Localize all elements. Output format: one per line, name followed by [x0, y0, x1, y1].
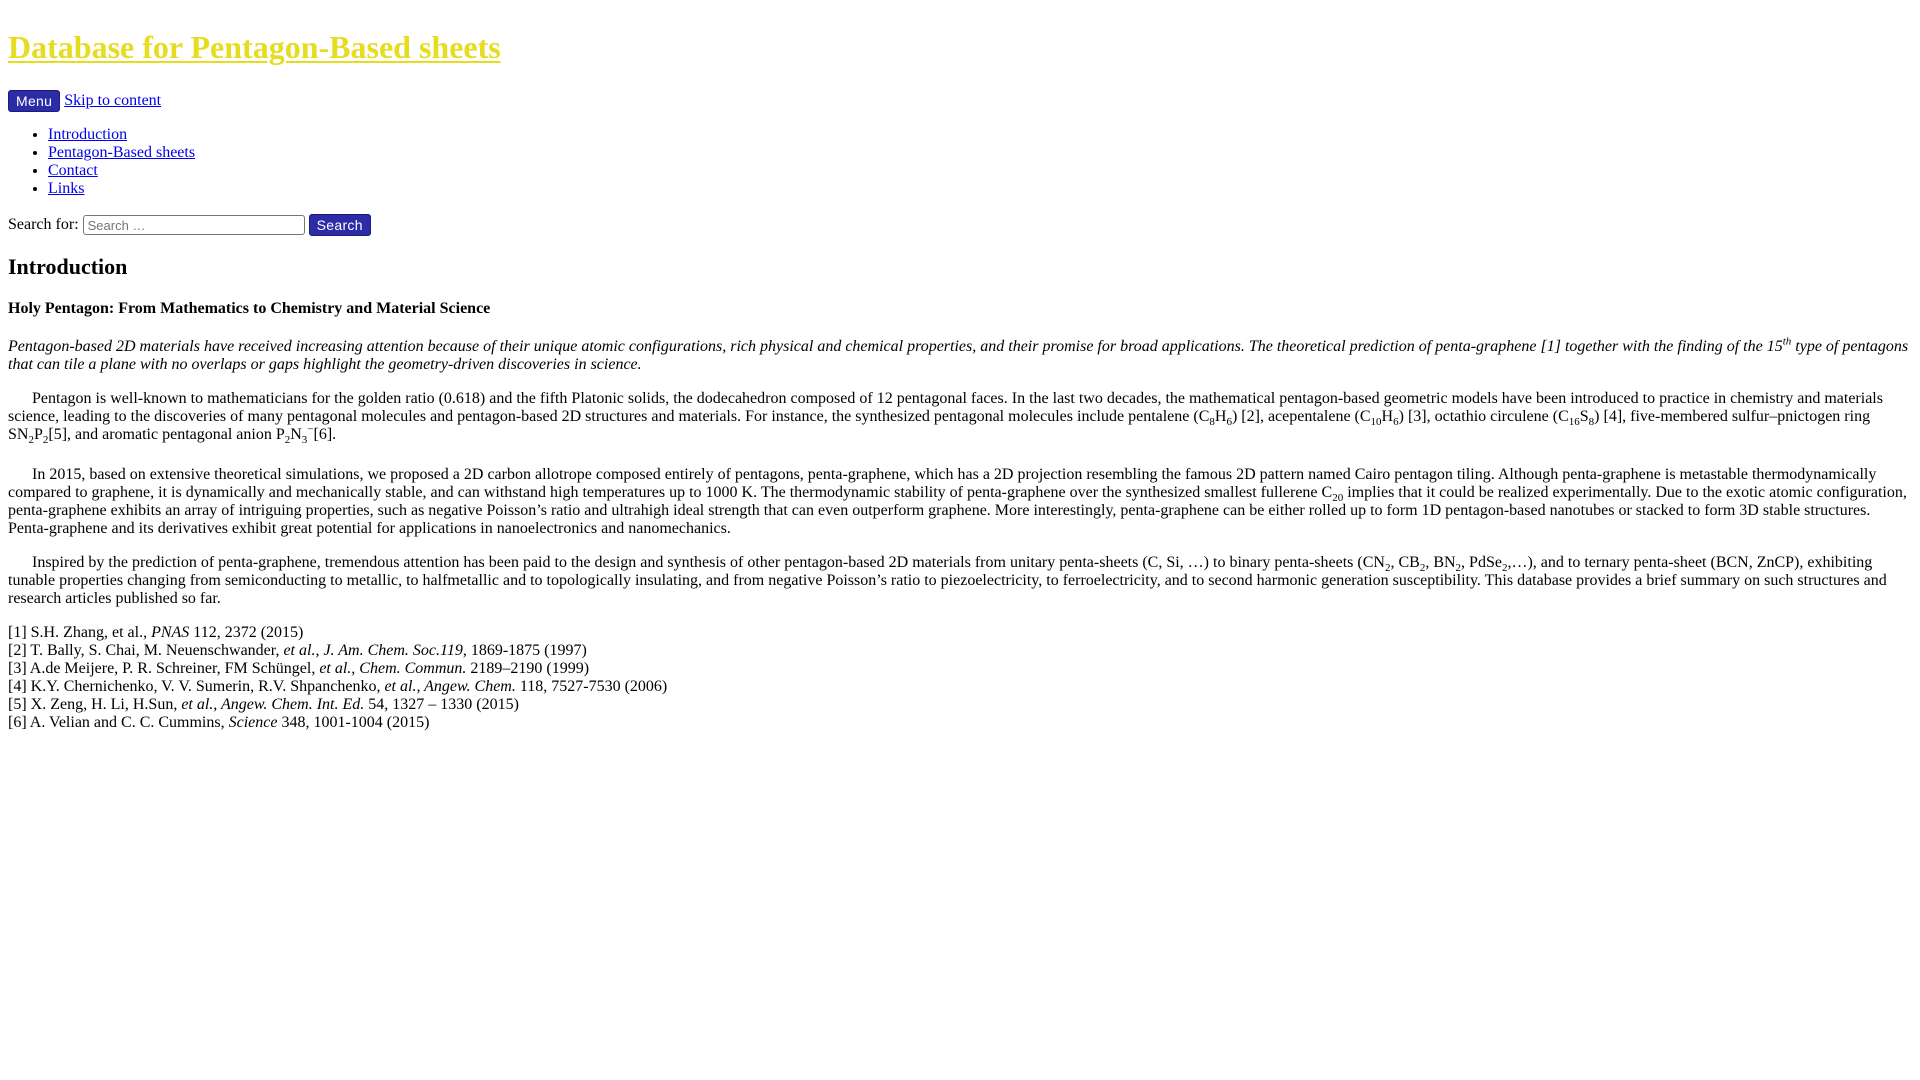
reference-authors: [2] T. Bally, S. Chai, M. Neuenschwander, — [8, 641, 284, 659]
search-form — [8, 214, 1912, 236]
p1-text: P — [33, 425, 43, 443]
paragraph-pentagon-history — [8, 390, 1912, 444]
p3-text: ,…), and to ternary penta-sheet (BCN, ZnCP), exhibiting tunable properties changing from semiconducting to metallic, to halfmetallic and to topologically insulating, and from negative Poisson’s ratio to piezoelectricity, to ferroelectricity, and to second harmonic generation susceptibility. This database provides a brief summary on such structures and research articles published so far. — [8, 553, 1887, 607]
reference-details: 348, 1001-1004 (2015) — [277, 713, 430, 731]
reference-authors: [5] X. Zeng, H. Li, H.Sun, — [8, 695, 182, 713]
nav-link-contact[interactable]: Contact — [48, 162, 98, 180]
reference-journal: et al., Chem. Commun. — [319, 659, 467, 677]
nav-item-pentagon-based-sheets — [48, 144, 1912, 162]
p1-text: S — [1579, 407, 1589, 425]
p3-sub: 2 — [1501, 561, 1508, 574]
reference-item — [8, 678, 1912, 696]
p3-text: , CB — [1390, 553, 1420, 571]
reference-authors: [4] K.Y. Chernichenko, V. V. Sumerin, R.V. Shpanchenko, — [8, 677, 385, 695]
p1-text: [5], and aromatic pentagonal anion P — [48, 425, 285, 443]
p1-text: N — [290, 425, 302, 443]
abstract-paragraph — [8, 335, 1912, 374]
p1-sub: 3 — [301, 433, 308, 446]
p3-text: , BN — [1425, 553, 1456, 571]
article-subtitle: Holy Pentagon: From Mathematics to Chemistry and Material Science — [8, 299, 491, 317]
reference-journal: et al., Angew. Chem. Int. Ed. — [181, 695, 365, 713]
primary-nav — [8, 126, 1912, 198]
p1-text: [6]. — [313, 425, 337, 443]
p2-text: In 2015, based on extensive theoretical simulations, we proposed a 2D carbon allotrope composed entirely of pentagons, penta-graphene, which has a 2D projection resembling the famous 2D pattern named Cairo pentagon tiling. Although penta-graphene is metastable thermodynamically compared to graphene, it is dynamically and mechanically stable, and can withstand high temperatures up to 1000 K. The thermodynamic stability of penta-graphene over the synthesized smallest fullerene C — [8, 465, 1877, 501]
nav-link-links[interactable]: Links — [48, 180, 85, 198]
p1-text: Pentagon is well-known to mathematicians for the golden ratio (0.618) and the fifth Platonic solids, the dodecahedron composed of 12 pentagonal faces. In the last two decades, the mathematical pentagon-based geometric models have been introduced to practice in chemistry and materials science, leading to the discoveries of many pentagonal molecules and pentagon-based 2D structures and materials. For instance, the synthesized pentagonal molecules include pentalene (C — [8, 389, 1883, 425]
nav-item-links — [48, 180, 1912, 198]
reference-item — [8, 642, 1912, 660]
p2-text: implies that it could be realized experimentally. Due to the exotic atomic configuration, penta-graphene exhibits an array of intriguing properties, such as negative Poisson’s ratio and ultrahigh ideal strength that can even outperform graphene. More interestingly, penta-graphene can be either rolled up to form 1D pentagon-based nanotubes or stacked to form 3D stable structures. Penta-graphene and its derivatives exhibit great potential for applications in nanoelectronics and nanomechanics. — [8, 483, 1907, 537]
p1-sub: 10 — [1370, 415, 1382, 428]
p1-sub: 16 — [1568, 415, 1580, 428]
p1-text: H — [1214, 407, 1227, 425]
reference-item — [8, 624, 1912, 642]
reference-authors: [1] S.H. Zhang, et al., — [8, 623, 152, 641]
p3-sub: 2 — [1419, 561, 1426, 574]
p1-sub: 2 — [28, 433, 34, 446]
reference-item — [8, 660, 1912, 678]
reference-details: 118, 7527-7530 (2006) — [515, 677, 668, 695]
p1-sub: 6 — [1393, 415, 1399, 428]
site-header — [8, 28, 1912, 236]
nav-link-pentagon-based-sheets[interactable]: Pentagon-Based sheets — [48, 144, 196, 162]
abstract-text-1: Pentagon-based 2D materials have received increasing attention because of their unique atomic configurations, rich physical and chemical properties, and their promise for broad applications. The theoretical prediction of penta-graphene [1] together with the finding of the 15 — [8, 337, 1783, 355]
nav-item-introduction — [48, 126, 1912, 144]
page-title: Introduction — [8, 254, 128, 280]
reference-item — [8, 696, 1912, 714]
reference-journal: et al., Angew. Chem. — [384, 677, 516, 695]
reference-authors: [6] A. Velian and C. C. Cummins, — [8, 713, 229, 731]
search-input[interactable] — [83, 215, 305, 235]
menu-button[interactable]: Menu — [8, 90, 60, 112]
p3-text: , PdSe — [1461, 553, 1502, 571]
search-button[interactable]: Search — [309, 214, 371, 236]
p3-text: Inspired by the prediction of penta-graphene, tremendous attention has been paid to the design and synthesis of other pentagon-based 2D materials from unitary penta-sheets (C, Si, …) to binary penta-sheets (CN — [32, 553, 1385, 571]
nav-item-contact — [48, 162, 1912, 180]
p1-text: ) [3], octathio circulene (C — [1398, 407, 1569, 425]
nav-controls — [8, 90, 1912, 112]
site-title-link[interactable]: Database for Pentagon-Based sheets — [8, 29, 501, 65]
reference-details: , 1869-1875 (1997) — [462, 641, 587, 659]
nav-list — [8, 126, 1912, 198]
abstract-sup: th — [1782, 335, 1792, 348]
reference-journal: Science — [228, 713, 278, 731]
p1-sub: 6 — [1226, 415, 1232, 428]
p3-sub: 2 — [1384, 561, 1391, 574]
reference-journal: et al., J. Am. Chem. Soc.119 — [283, 641, 463, 659]
reference-details: 112, 2372 (2015) — [189, 623, 304, 641]
p2-sub: 20 — [1332, 491, 1344, 504]
reference-item — [8, 714, 1912, 732]
p1-sub: 8 — [1588, 415, 1595, 428]
abstract-text-2: type of pentagons that can tile a plane with no overlaps or gaps highlight the geometry-driven discoveries in science. — [8, 337, 1909, 373]
site-title — [8, 28, 1912, 66]
main-content — [8, 254, 1912, 731]
search-label: Search for: — [8, 216, 79, 234]
skip-to-content-link[interactable]: Skip to content — [64, 92, 162, 110]
reference-details: 2189–2190 (1999) — [466, 659, 590, 677]
reference-journal: PNAS — [151, 623, 190, 641]
reference-details: 54, 1327 – 1330 (2015) — [364, 695, 519, 713]
p1-text: H — [1381, 407, 1394, 425]
references-list — [8, 624, 1912, 732]
paragraph-penta-sheets — [8, 554, 1912, 608]
p1-text: ) [2], acepentalene (C — [1231, 407, 1371, 425]
p1-sub: 2 — [42, 433, 49, 446]
reference-authors: [3] A.de Meijere, P. R. Schreiner, FM Schüngel, — [8, 659, 320, 677]
p1-sub: 2 — [284, 433, 291, 446]
p1-sup: − — [307, 423, 314, 436]
nav-link-introduction[interactable]: Introduction — [48, 126, 128, 144]
p1-sub: 8 — [1209, 415, 1215, 428]
p3-sub: 2 — [1455, 561, 1462, 574]
paragraph-penta-graphene — [8, 466, 1912, 538]
p1-text: ) [4], five-membered sulfur–pnictogen ring SN — [8, 407, 1871, 443]
